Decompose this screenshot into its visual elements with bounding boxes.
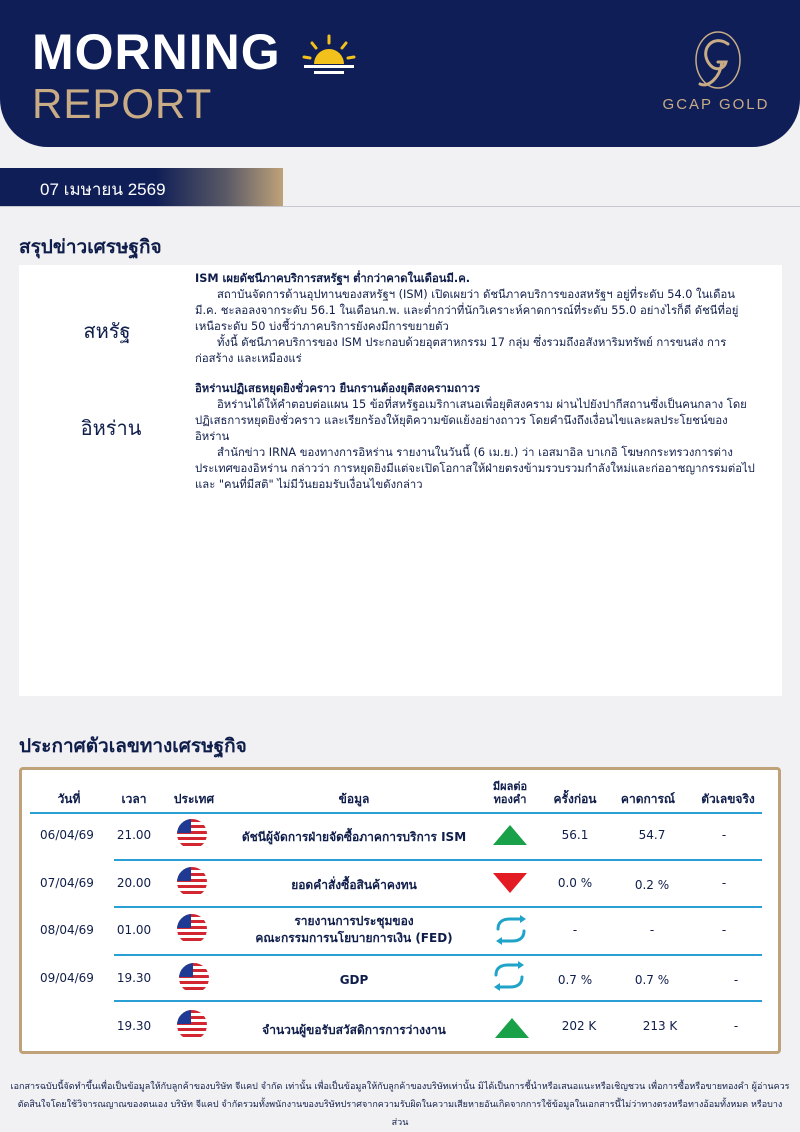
us-flag-icon xyxy=(177,867,207,897)
disclaimer xyxy=(10,1078,790,1132)
row2-date: 07/04/69 xyxy=(40,876,94,890)
row2-forecast: 0.2 % xyxy=(634,878,670,892)
title-morning: MORNING xyxy=(32,24,281,80)
logo-text: GCAP GOLD xyxy=(662,96,770,113)
gcap-gold-logo xyxy=(656,30,776,120)
row2-actual: - xyxy=(721,876,727,890)
us-flag-icon xyxy=(179,963,209,993)
us-flag-icon xyxy=(177,914,207,944)
header-actual: ตัวเลขจริง xyxy=(701,792,755,806)
row3-data-line1: รายงานการประชุมของ xyxy=(294,914,414,928)
news-paragraph: สำนักข่าว IRNA ของทางการอิหร่าน รายงานในวันนี้ (6 เม.ย.) ว่า เอสมาอิล บาเกอิ โฆษกกระทรวงการต่างประเทศของอิหร่าน กล่าวว่า การหยุดยิงมีแต่จะเปิดโอกาสให้ฝ่ายตรงข้ามรวบรวมกำลังใหม่และก่ออาชญากรรมต่อไป และ "คนที่มีสติ" ไม่มีวันยอมรับเงื่อนไขดังกล่าว xyxy=(195,446,755,491)
row4-time: 19.30 xyxy=(116,971,152,985)
country-label-usa: สหรัฐ xyxy=(83,319,131,343)
date-bar xyxy=(0,168,283,206)
title-report: REPORT xyxy=(32,80,213,127)
us-flag-icon xyxy=(177,819,207,849)
header-impact xyxy=(480,780,540,806)
header-separator xyxy=(30,812,762,814)
header-country: ประเทศ xyxy=(173,792,215,806)
news-paragraph: อิหร่านได้ให้คำตอบต่อแผน 15 ข้อที่สหรัฐอเมริกาเสนอเพื่อยุติสงคราม ผ่านไปยังปากีสถานซึ่งเป็นคนกลาง โดยปฏิเสธการหยุดยิงชั่วคราว และเรียกร้องให้ยุติความขัดแย้งอย่างถาวร โดยคำนึงถึงเงื่อนไขและผลประโยชน์ของอิหร่าน xyxy=(195,398,747,443)
row3-data xyxy=(224,913,484,947)
economic-calendar-table xyxy=(19,767,781,1054)
news-item-iran xyxy=(195,381,755,493)
row2-data: ยอดคำสั่งซื้อสินค้าคงทน xyxy=(291,878,417,892)
row3-previous: - xyxy=(572,923,578,937)
row2-time: 20.00 xyxy=(116,876,152,890)
row4-date: 09/04/69 xyxy=(40,971,94,985)
header-banner xyxy=(0,0,800,147)
news-box xyxy=(19,265,782,696)
row1-time: 21.00 xyxy=(116,828,152,842)
row2-previous: 0.0 % xyxy=(557,876,593,890)
news-section-title: สรุปข่าวเศรษฐกิจ xyxy=(19,236,162,258)
us-flag-icon xyxy=(177,1010,207,1040)
header-previous: ครั้งก่อน xyxy=(553,792,597,806)
news-item-usa xyxy=(195,271,755,367)
row1-forecast: 54.7 xyxy=(638,828,666,842)
news-paragraph: สถาบันจัดการด้านอุปทานของสหรัฐฯ (ISM) เปิดเผยว่า ดัชนีภาคบริการของสหรัฐฯ อยู่ที่ระดับ 54.0 ในเดือนมี.ค. ชะลอลงจากระดับ 56.1 ในเดือนก.พ. และต่ำกว่าที่นักวิเคราะห์คาดการณ์ที่ระดับ 55.0 อย่างไรก็ดี ดัชนีที่อยู่เหนือระดับ 50 บ่งชี้ว่าภาคบริการยังคงมีการขยายตัว xyxy=(195,288,739,333)
row1-actual: - xyxy=(721,828,727,842)
divider xyxy=(0,206,800,207)
header-impact-line2: ทองคำ xyxy=(493,793,527,806)
row3-time: 01.00 xyxy=(116,923,152,937)
row-separator xyxy=(114,859,762,861)
news-headline: ISM เผยดัชนีภาคบริการสหรัฐฯ ต่ำกว่าคาดในเดือนมี.ค. xyxy=(195,272,471,285)
refresh-icon xyxy=(492,961,526,991)
news-paragraph: ทั้งนี้ ดัชนีภาคบริการของ ISM ประกอบด้วยอุตสาหกรรม 17 กลุ่ม ซึ่งรวมถึงอสังหาริมทรัพย์ การขนส่ง การก่อสร้าง และเหมืองแร่ xyxy=(195,336,727,365)
row3-date: 08/04/69 xyxy=(40,923,94,937)
row5-forecast: 213 K xyxy=(642,1019,678,1033)
header-forecast: คาดการณ์ xyxy=(620,792,676,806)
row1-date: 06/04/69 xyxy=(40,828,94,842)
header-data: ข้อมูล xyxy=(338,792,370,806)
down-triangle-icon xyxy=(492,872,528,894)
row5-actual: - xyxy=(733,1019,739,1033)
disclaimer-line1: เอกสารฉบับนี้จัดทำขึ้นเพื่อเป็นข้อมูลให้กับลูกค้าของบริษัท จีแคป จำกัด เท่านั้น เพื่อเป็นข้อมูลให้กับลูกค้าของบริษัทเท่านั้น มิได้เป็นการชี้นำหรือเสนอแนะหรือเชิญชวน เพื่อการซื้อหรือขายทองคำ ผู้อ่านควร xyxy=(10,1082,790,1092)
disclaimer-line2: ตัดสินใจโดยใช้วิจารณญาณของตนเอง บริษัท จีแคป จำกัดรวมทั้งพนักงานของบริษัทปราศจากความรับผิดในความเสียหายอันเกิดจากการใช้ข้อมูลในเอกสารนี้ไม่ว่าทางตรงหรือทางอ้อมทั้งหมด หรือบางส่วน xyxy=(17,1100,783,1128)
row3-actual: - xyxy=(721,923,727,937)
calendar-section-title: ประกาศตัวเลขทางเศรษฐกิจ xyxy=(19,735,247,757)
gcap-logo-mark-icon xyxy=(656,30,776,94)
row5-data: จำนวนผู้ขอรับสวัสดิการการว่างงาน xyxy=(262,1023,446,1037)
row3-data-line2: คณะกรรมการนโยบายการเงิน (FED) xyxy=(255,931,453,945)
row-separator xyxy=(114,1000,762,1002)
header-time: เวลา xyxy=(121,792,147,806)
row3-forecast: - xyxy=(649,923,655,937)
up-triangle-icon xyxy=(494,1017,530,1039)
news-headline: อิหร่านปฏิเสธหยุดยิงชั่วคราว ยืนกรานต้องยุติสงครามถาวร xyxy=(195,382,480,395)
row-separator xyxy=(114,954,762,956)
row1-data: ดัชนีผู้จัดการฝ่ายจัดซื้อภาคการบริการ ISM xyxy=(241,830,467,844)
row5-time: 19.30 xyxy=(116,1019,152,1033)
sunrise-icon xyxy=(300,34,358,76)
row4-previous: 0.7 % xyxy=(557,973,593,987)
row1-previous: 56.1 xyxy=(561,828,589,842)
row-separator xyxy=(114,906,762,908)
refresh-icon xyxy=(494,915,528,945)
header-impact-line1: มีผลต่อ xyxy=(492,780,528,793)
row5-previous: 202 K xyxy=(561,1019,597,1033)
country-label-iran: อิหร่าน xyxy=(80,416,142,440)
row4-data: GDP xyxy=(339,973,369,987)
up-triangle-icon xyxy=(492,824,528,846)
header-date: วันที่ xyxy=(57,792,81,806)
row4-actual: - xyxy=(733,973,739,987)
row4-forecast: 0.7 % xyxy=(634,973,670,987)
report-date: 07 เมษายน 2569 xyxy=(40,180,166,199)
